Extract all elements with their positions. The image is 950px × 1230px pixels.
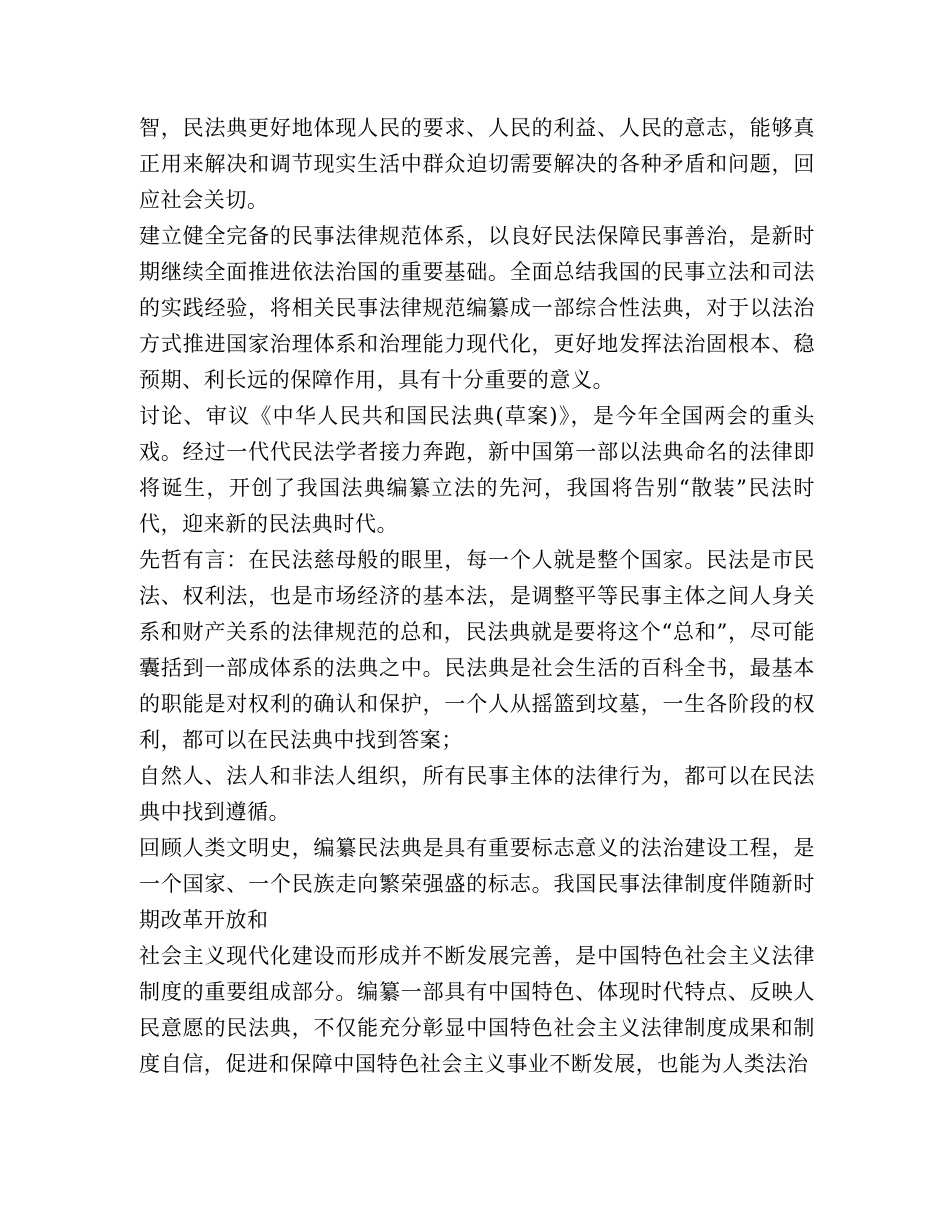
document-body xyxy=(139,110,815,1082)
paragraph-4: 先哲有言：在民法慈母般的眼里，每一个人就是整个国家。民法是市民法、权利法，也是市场经济的基本法，是调整平等民事主体之间人身关系和财产关系的法律规范的总和，民法典就是要将这个“总和”，尽可能囊括到一部成体系的法典之中。民法典是社会生活的百科全书，最基本的职能是对权利的确认和保护，一个人从摇篮到坟墓，一生各阶段的权利，都可以在民法典中找到答案； xyxy=(139,548,815,752)
paragraph-1: 智，民法典更好地体现人民的要求、人民的利益、人民的意志，能够真正用来解决和调节现实生活中群众迫切需要解决的各种矛盾和问题，回应社会关切。 xyxy=(139,116,815,212)
paragraph-7: 社会主义现代化建设而形成并不断发展完善，是中国特色社会主义法律制度的重要组成部分。编纂一部具有中国特色、体现时代特点、反映人民意愿的民法典，不仅能充分彰显中国特色社会主义法律制度成果和制度自信，促进和保障中国特色社会主义事业不断发展，也能为人类法治 xyxy=(139,944,815,1076)
paragraph-6: 回顾人类文明史，编纂民法典是具有重要标志意义的法治建设工程，是一个国家、一个民族走向繁荣强盛的标志。我国民事法律制度伴随新时期改革开放和 xyxy=(139,836,815,932)
paragraph-3: 讨论、审议《中华人民共和国民法典(草案)》，是今年全国两会的重头戏。经过一代代民法学者接力奔跑，新中国第一部以法典命名的法律即将诞生，开创了我国法典编纂立法的先河，我国将告别“散装”民法时代，迎来新的民法典时代。 xyxy=(139,404,815,536)
paragraph-5: 自然人、法人和非法人组织，所有民事主体的法律行为，都可以在民法典中找到遵循。 xyxy=(139,764,815,824)
paragraph-2: 建立健全完备的民事法律规范体系，以良好民法保障民事善治，是新时期继续全面推进依法治国的重要基础。全面总结我国的民事立法和司法的实践经验，将相关民事法律规范编纂成一部综合性法典，对于以法治方式推进国家治理体系和治理能力现代化，更好地发挥法治固根本、稳预期、利长远的保障作用，具有十分重要的意义。 xyxy=(139,224,815,392)
